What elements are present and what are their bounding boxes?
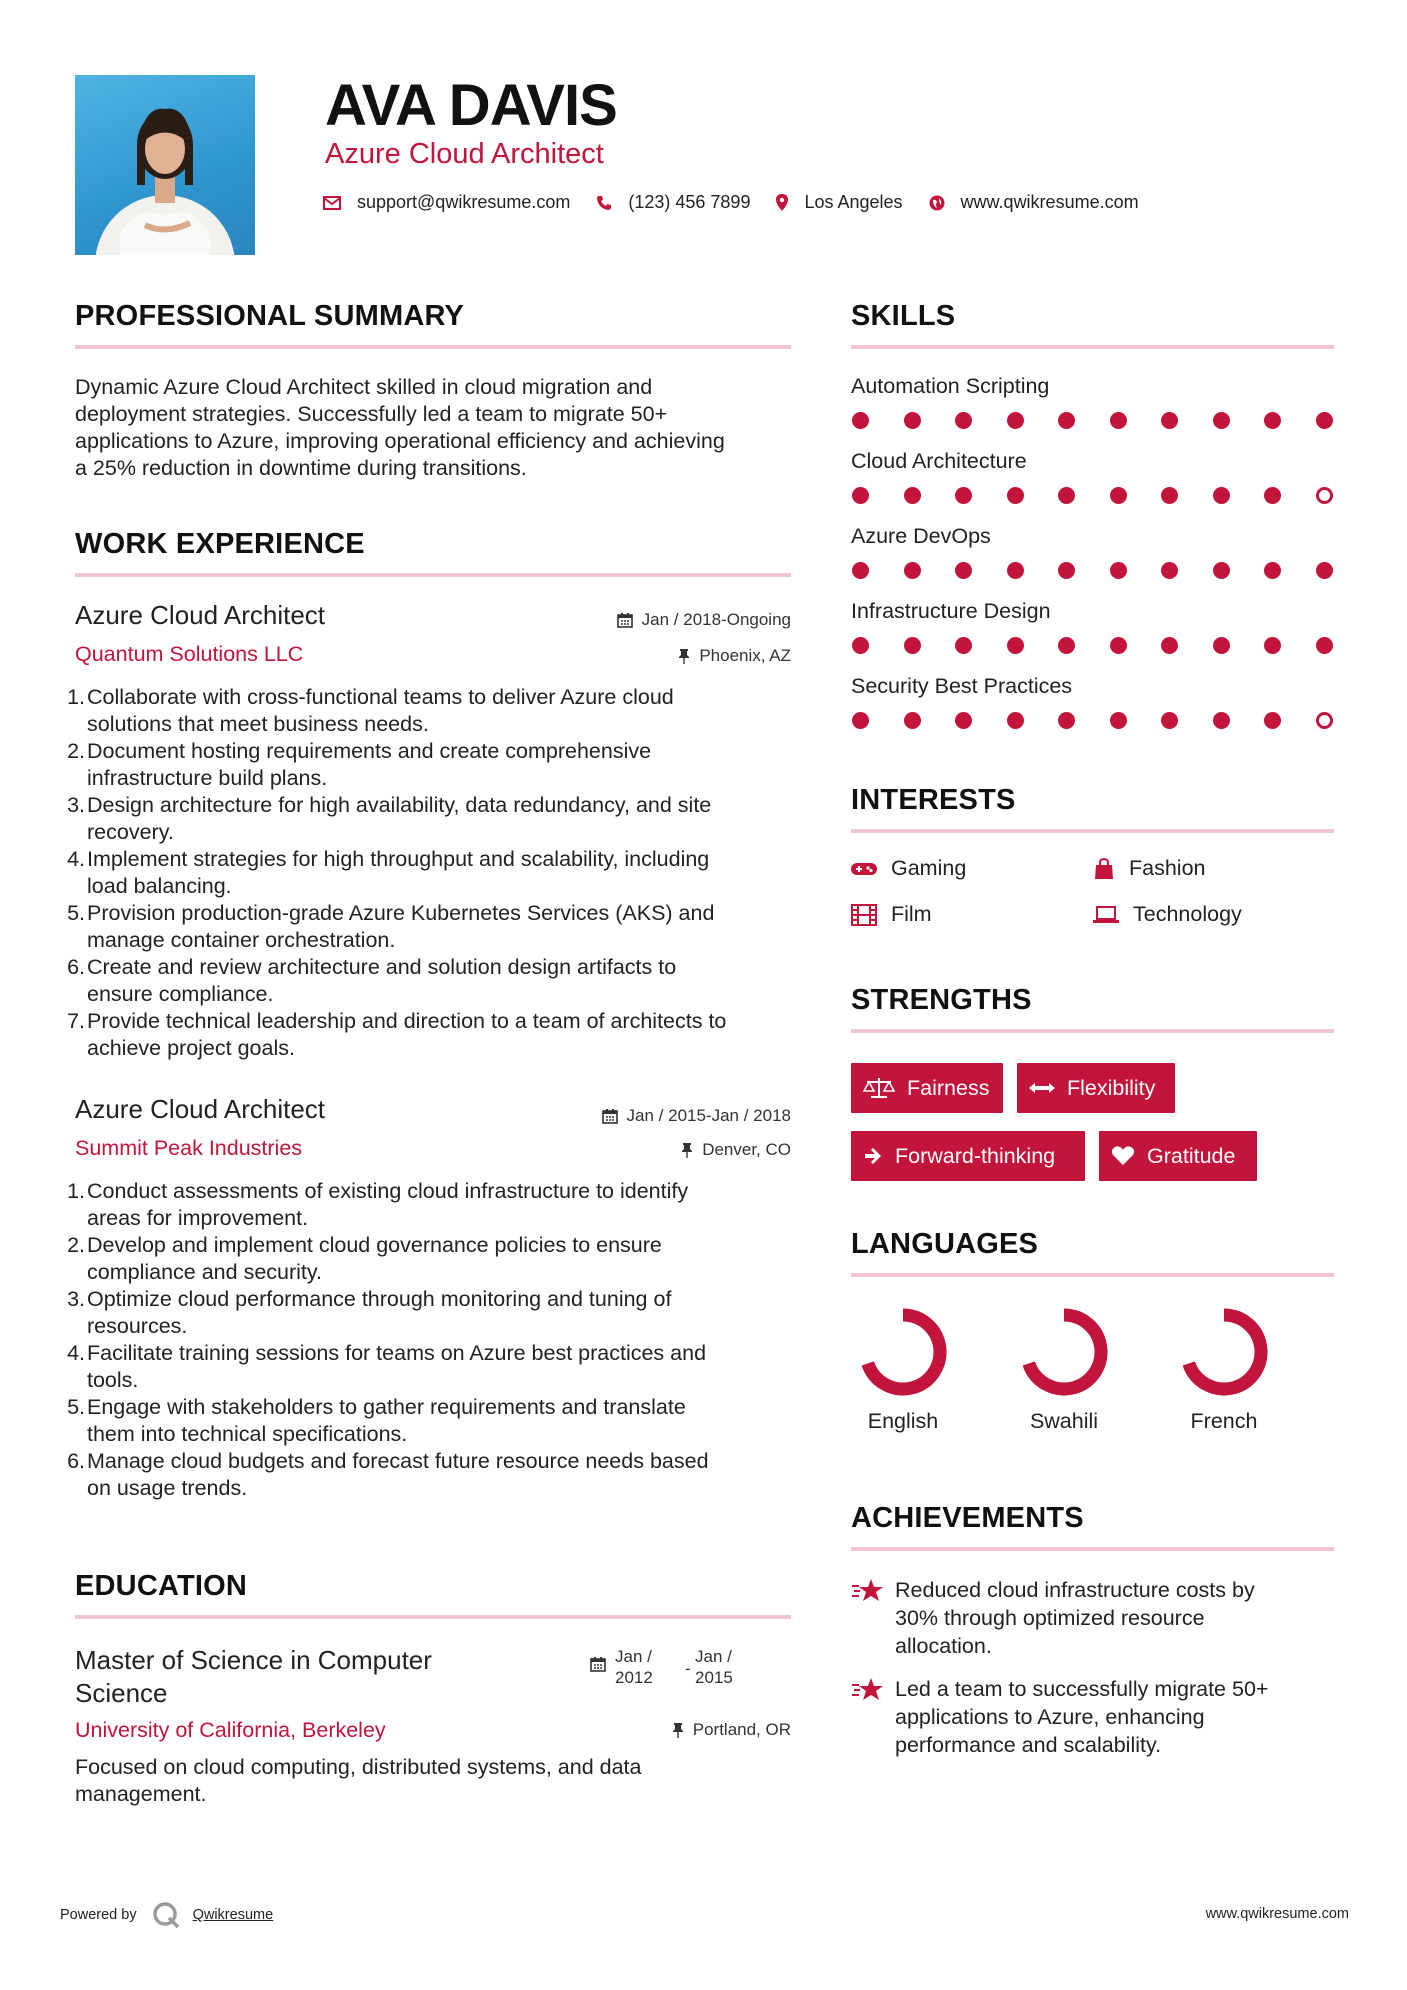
strength-badge [851,1131,1085,1181]
heart-icon [1111,1146,1135,1166]
list-text-line: solutions that meet business needs. [87,712,429,736]
strengths-rule [851,1029,1334,1033]
start-year: 2012 [615,1668,653,1687]
degree-line: Science [75,1678,168,1708]
interest-label: Technology [1133,902,1242,926]
list-text [87,954,676,1008]
language-gauge-arc [1189,1315,1261,1389]
experience-rule [75,573,791,577]
strength-badge [1099,1131,1257,1181]
list-text [87,1232,662,1286]
powered-by-text: Powered by [60,1907,137,1923]
candidate-name: AVA DAVIS [325,73,617,138]
education-rule [75,1615,791,1619]
rating-dot-filled [852,637,869,654]
achievement-line: performance and scalability. [895,1733,1162,1757]
list-text [87,684,674,738]
skill-label: Cloud Architecture [851,449,1027,473]
list-text [87,900,714,954]
strength-badge [1017,1063,1175,1113]
language-gauge [1164,1306,1284,1398]
candidate-title: Azure Cloud Architect [325,138,604,170]
interest-item [1093,902,1242,927]
list-text-line: achieve project goals. [87,1036,295,1060]
rating-dot-filled [1213,637,1230,654]
rating-dot-filled [852,712,869,729]
rating-dot-filled [1264,562,1281,579]
job-location-text: Denver, CO [702,1140,791,1159]
job-title: Azure Cloud Architect [75,1094,326,1124]
education-desc-line: management. [75,1782,207,1806]
end-month: Jan / [695,1647,732,1666]
list-text-line: Provision production-grade Azure Kubernetes Services (AKS) and [87,901,715,925]
language-gauge-arc [868,1315,940,1389]
list-text-line: recovery. [87,820,174,844]
language-gauge [843,1306,963,1398]
list-item [67,1008,797,1062]
list-number: 3. [67,793,85,817]
website-text: www.qwikresume.com [960,192,1139,212]
contact-email[interactable] [323,192,570,213]
language-item [1004,1306,1124,1434]
skill-rating [852,637,1367,654]
language-item [843,1306,963,1434]
summary-line: a 25% reduction in downtime during transitions. [75,456,527,480]
list-text [87,1340,706,1394]
rating-dot-filled [1110,712,1127,729]
education-location-text: Portland, OR [692,1720,791,1739]
rating-dot-filled [1161,712,1178,729]
list-text-line: Collaborate with cross-functional teams to deliver Azure cloud [87,685,674,709]
achievement-item [851,1576,1255,1660]
strength-label: Forward-thinking [895,1143,1056,1168]
interests-rule [851,829,1334,833]
job-location [678,646,791,666]
rating-dot-filled [1316,412,1333,429]
list-number: 1. [67,685,85,709]
language-label: English [867,1409,939,1433]
rating-dot-filled [1264,487,1281,504]
interest-label: Gaming [891,856,967,880]
list-text-line: areas for improvement. [87,1206,309,1230]
list-text-line: tools. [87,1368,139,1392]
list-item [67,1340,797,1394]
list-item [67,684,797,738]
rating-dot-filled [1110,412,1127,429]
language-gauge [1004,1306,1124,1398]
list-text-line: infrastructure build plans. [87,766,328,790]
rating-dot-filled [1161,487,1178,504]
list-text-line: ensure compliance. [87,982,274,1006]
footer-powered [60,1900,273,1930]
interest-label: Film [891,902,932,926]
rating-dot-filled [1213,412,1230,429]
achievement-item [851,1675,1268,1759]
list-text-line: Document hosting requirements and create comprehensive [87,739,652,763]
strength-label: Flexibility [1067,1075,1156,1100]
rating-dot-filled [1058,712,1075,729]
rating-dot-filled [1110,562,1127,579]
rating-dot-filled [852,412,869,429]
list-item [67,1448,797,1502]
qwikresume-logo-icon [151,1900,181,1930]
rating-dot-filled [1264,412,1281,429]
rating-dot-filled [904,712,921,729]
list-text-line: them into technical specifications. [87,1422,408,1446]
list-item [67,900,797,954]
list-number: 4. [67,847,85,871]
experience-heading: WORK EXPERIENCE [75,528,365,560]
rating-dot-empty [1316,487,1333,504]
calendar-icon [617,612,633,628]
job-duties-list [67,684,797,1062]
rating-dot-filled [904,487,921,504]
rating-dot-filled [1213,487,1230,504]
list-text-line: Implement strategies for high throughput and scalability, including [87,847,710,871]
list-text [87,1448,709,1502]
interest-item [851,856,966,881]
language-label: French [1190,1409,1258,1433]
list-text-line: Manage cloud budgets and forecast future resource needs based [87,1449,709,1473]
list-text [87,792,711,846]
summary-text [75,374,795,482]
list-item [67,738,797,792]
brand-link[interactable]: Qwikresume [192,1907,274,1923]
achievement-line: Led a team to successfully migrate 50+ [895,1677,1269,1701]
rating-dot-filled [1058,562,1075,579]
rating-dot-filled [852,487,869,504]
list-number: 2. [67,739,85,763]
pushpin-icon [678,648,690,664]
rating-dot-filled [1213,562,1230,579]
education-heading: EDUCATION [75,1570,248,1602]
rating-dot-filled [1161,412,1178,429]
list-text [87,1394,686,1448]
strength-label: Gratitude [1147,1143,1236,1168]
rating-dot-filled [1264,712,1281,729]
rating-dot-filled [1110,637,1127,654]
rating-dot-filled [1110,487,1127,504]
rating-dot-filled [1316,637,1333,654]
skill-label: Infrastructure Design [851,599,1051,623]
map-marker-icon [776,194,788,211]
list-number: 5. [67,1395,85,1419]
interests-heading: INTERESTS [851,784,1016,816]
list-text-line: Design architecture for high availability, data redundancy, and site [87,793,712,817]
rating-dot-empty [1316,712,1333,729]
list-text-line: resources. [87,1314,188,1338]
list-text-line: load balancing. [87,874,232,898]
rating-dot-filled [852,562,869,579]
skills-rule [851,345,1334,349]
achievements-heading: ACHIEVEMENTS [851,1502,1084,1534]
list-item [67,1286,797,1340]
job-company: Summit Peak Industries [75,1136,303,1160]
skill-label: Automation Scripting [851,374,1050,398]
skills-heading: SKILLS [851,300,956,332]
rating-dot-filled [1316,562,1333,579]
location-text: Los Angeles [804,192,903,212]
rating-dot-filled [904,637,921,654]
list-text-line: compliance and security. [87,1260,323,1284]
rating-dot-filled [955,637,972,654]
job-dates [617,610,791,630]
start-month: Jan / [615,1647,652,1666]
footer-website[interactable]: www.qwikresume.com [1205,1906,1349,1922]
rating-dot-filled [1007,487,1024,504]
rating-dot-filled [1213,712,1230,729]
list-number: 6. [67,1449,85,1473]
list-item [67,792,797,846]
school-name: University of California, Berkeley [75,1718,386,1742]
list-text-line: Develop and implement cloud governance policies to ensure [87,1233,662,1257]
calendar-icon [590,1656,606,1672]
phone-icon [596,195,612,211]
star-badge-icon [851,1677,885,1703]
rating-dot-filled [1058,487,1075,504]
rating-dot-filled [1058,412,1075,429]
achievement-line: 30% through optimized resource [895,1606,1205,1630]
list-text-line: Create and review architecture and solution design artifacts to [87,955,677,979]
skill-rating [852,562,1367,579]
summary-line: Dynamic Azure Cloud Architect skilled in cloud migration and [75,375,653,399]
contact-phone[interactable] [596,192,750,213]
skill-rating [852,487,1367,504]
list-text-line: Conduct assessments of existing cloud infrastructure to identify [87,1179,689,1203]
achievement-text [895,1576,1255,1660]
rating-dot-filled [1007,562,1024,579]
list-number: 4. [67,1341,85,1365]
language-item [1164,1306,1284,1434]
arrow-right-icon [863,1146,883,1166]
strengths-heading: STRENGTHS [851,984,1032,1016]
degree-title [75,1644,432,1710]
rating-dot-filled [955,487,972,504]
job-company: Quantum Solutions LLC [75,642,304,666]
rating-dot-filled [904,562,921,579]
list-item [67,1394,797,1448]
interest-item [851,902,932,927]
contact-location [776,192,902,213]
interest-label: Fashion [1129,856,1206,880]
list-item [67,954,797,1008]
envelope-icon [323,196,341,210]
summary-rule [75,345,791,349]
job-dates-text: Jan / 2018-Ongoing [641,610,791,629]
list-text [87,1178,688,1232]
arrows-horizontal-icon [1029,1081,1055,1095]
balance-scale-icon [863,1077,895,1099]
education-location [672,1720,791,1740]
education-description [75,1754,795,1808]
profile-photo [75,75,255,255]
education-start [615,1646,685,1688]
list-text-line: manage container orchestration. [87,928,396,952]
list-text [87,846,709,900]
rating-dot-filled [955,412,972,429]
rating-dot-filled [1007,637,1024,654]
achievements-rule [851,1547,1334,1551]
rating-dot-filled [904,412,921,429]
globe-icon [929,195,945,211]
list-number: 3. [67,1287,85,1311]
job-duties-list [67,1178,797,1502]
rating-dot-filled [1007,712,1024,729]
list-text-line: Facilitate training sessions for teams on Azure best practices and [87,1341,707,1365]
languages-heading: LANGUAGES [851,1228,1039,1260]
list-text-line: Engage with stakeholders to gather requirements and translate [87,1395,686,1419]
achievement-line: allocation. [895,1634,992,1658]
achievement-line: applications to Azure, enhancing [895,1705,1205,1729]
job-location-text: Phoenix, AZ [699,646,791,665]
list-number: 6. [67,955,85,979]
list-item [67,846,797,900]
rating-dot-filled [1007,412,1024,429]
email-text: support@qwikresume.com [357,192,571,212]
skill-rating [852,712,1367,729]
list-text [87,1008,726,1062]
summary-line: applications to Azure, improving operational efficiency and achieving [75,429,725,453]
language-gauge-arc [1029,1315,1101,1389]
list-text-line: Optimize cloud performance through monitoring and tuning of [87,1287,672,1311]
rating-dot-filled [1161,637,1178,654]
rating-dot-filled [955,712,972,729]
strength-label: Fairness [907,1075,990,1100]
list-number: 5. [67,901,85,925]
job-dates [602,1106,791,1126]
list-number: 1. [67,1179,85,1203]
education-dates [590,1646,733,1688]
calendar-icon [602,1108,618,1124]
phone-text: (123) 456 7899 [628,192,751,212]
list-number: 2. [67,1233,85,1257]
rating-dot-filled [1264,637,1281,654]
laptop-icon [1093,906,1119,924]
education-desc-line: Focused on cloud computing, distributed systems, and data [75,1755,642,1779]
gamepad-icon [851,861,877,877]
date-dash: - [685,1659,691,1678]
list-item [67,1232,797,1286]
strength-badge [851,1063,1003,1113]
contact-row [323,192,1165,213]
education-end [695,1646,733,1688]
job-location [681,1140,791,1160]
pushpin-icon [672,1722,684,1738]
interest-item [1093,856,1206,881]
star-badge-icon [851,1578,885,1604]
achievement-line: Reduced cloud infrastructure costs by [895,1578,1255,1602]
languages-rule [851,1273,1334,1277]
end-year: 2015 [695,1668,733,1687]
achievement-text [895,1675,1268,1759]
language-label: Swahili [1029,1409,1099,1433]
rating-dot-filled [1058,637,1075,654]
list-text [87,738,651,792]
list-number: 7. [67,1009,85,1033]
rating-dot-filled [1161,562,1178,579]
skill-label: Security Best Practices [851,674,1073,698]
contact-website[interactable] [929,192,1139,213]
job-title: Azure Cloud Architect [75,600,326,630]
degree-line: Master of Science in Computer [75,1645,432,1675]
job-dates-text: Jan / 2015-Jan / 2018 [626,1106,791,1125]
shopping-bag-icon [1093,858,1115,880]
list-text-line: Provide technical leadership and direction to a team of architects to [87,1009,727,1033]
skill-label: Azure DevOps [851,524,991,548]
film-icon [851,904,877,926]
list-text [87,1286,671,1340]
list-text-line: on usage trends. [87,1476,248,1500]
rating-dot-filled [955,562,972,579]
summary-line: deployment strategies. Successfully led a team to migrate 50+ [75,402,668,426]
skill-rating [852,412,1367,429]
list-item [67,1178,797,1232]
summary-heading: PROFESSIONAL SUMMARY [75,300,465,332]
pushpin-icon [681,1142,693,1158]
